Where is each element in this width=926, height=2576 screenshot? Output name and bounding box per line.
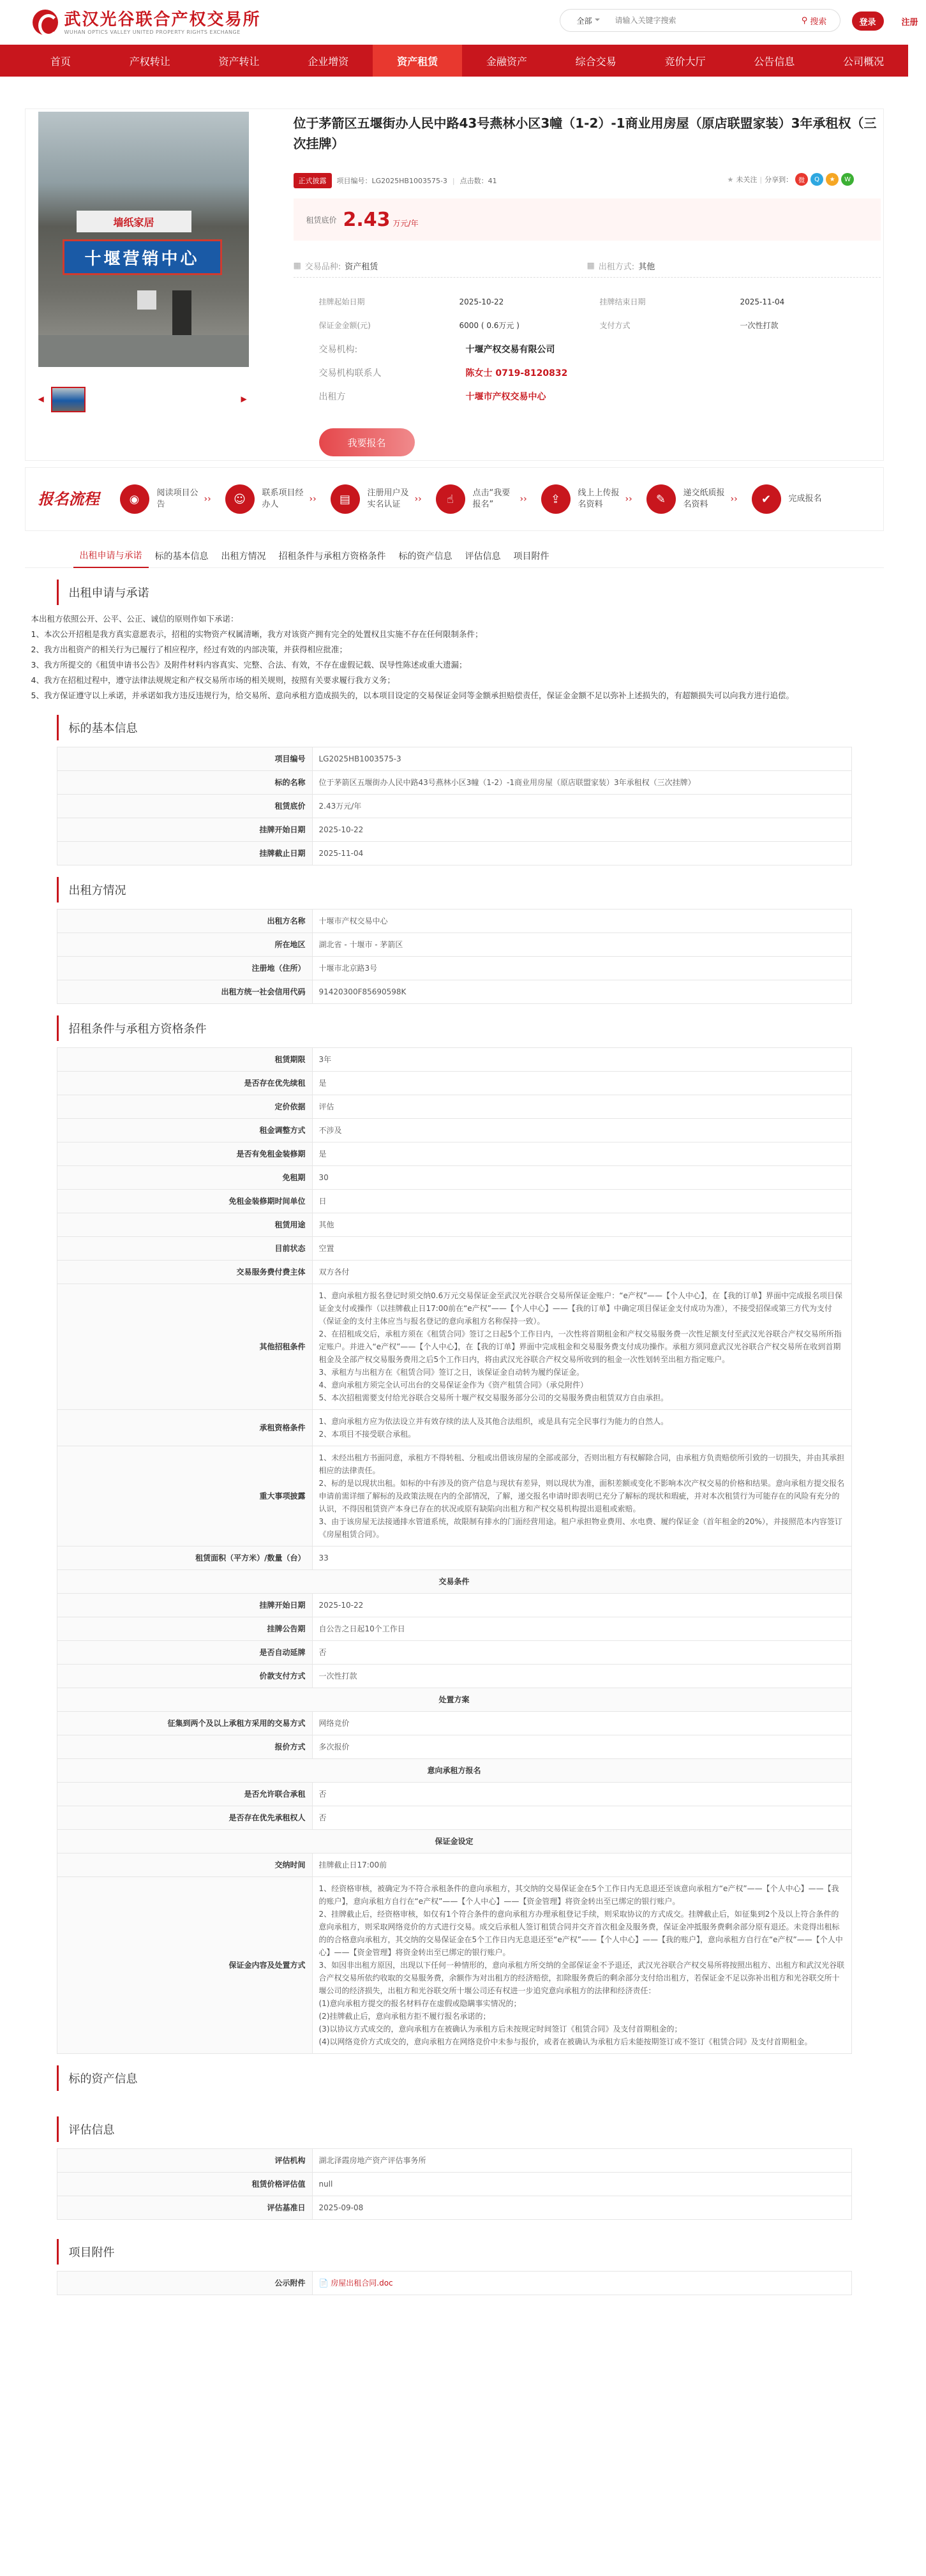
grid-icon: ▦ xyxy=(293,261,301,271)
project-title: 位于茅箭区五堰街办人民中路43号燕林小区3幢（1-2）-1商业用房屋（原店联盟家装）3年承租权（三次挂牌） xyxy=(293,116,877,151)
row-value: 2025-10-22 xyxy=(312,1594,851,1617)
header xyxy=(25,0,918,45)
row-value: 十堰市产权交易中心 xyxy=(312,910,851,933)
table-row xyxy=(57,933,851,957)
info-label: 交易机构联系人 xyxy=(318,368,382,378)
table-subheader xyxy=(57,1759,851,1783)
row-value: 日 xyxy=(312,1190,851,1213)
photo-window xyxy=(137,290,156,310)
table-row xyxy=(57,1641,851,1665)
project-code: 项目编号：LG2025HB1003575-3 xyxy=(336,177,447,185)
row-label: 免租金装修期时间单位 xyxy=(57,1190,312,1213)
views-count: 点击数：41 xyxy=(459,177,497,185)
search-button[interactable] xyxy=(789,11,840,30)
row-value: 挂牌截止日17:00前 xyxy=(312,1853,851,1877)
row-value: 33 xyxy=(312,1546,851,1570)
wechat-icon[interactable]: W xyxy=(841,173,854,186)
price-value: 2.43 xyxy=(343,208,391,231)
row-label: 公示附件 xyxy=(57,2272,312,2295)
row-paragraph: 5、本次招租需要支付给光谷联合交易所十堰产权交易服务部分公司的交易服务费由租赁双方自由承担。 xyxy=(318,1393,669,1402)
table-subheader xyxy=(57,1570,851,1594)
section-asset-info xyxy=(25,2065,884,2091)
row-paragraph: 3、如因非出租方原因，出现以下任何一种情形的，意向承租方所交纳的全部保证金不予退还，武汉光谷联合产权交易所将按照出租方、出租方和武汉光谷联合产权交易所依约收取的交易服务费，余额作为对出租方的经济赔偿，扣除服务费后的剩余部分支付给出租方，若保证金不足以弥补出租方和光谷联交所十堰公司的经济损失，出租方和光谷联交所十堰公司还有权进一步追究意向承租方的法律和经济责任： xyxy=(318,1961,845,1995)
notice-line: 1、本次公开招租是我方真实意愿表示，招租的实物资产权属清晰，我方对该资产拥有完全的处置权且实施不存在任何限制条件； xyxy=(31,629,483,639)
table-row xyxy=(57,1190,851,1213)
row-value: 其他 xyxy=(312,1213,851,1237)
row-label: 定价依据 xyxy=(57,1095,312,1119)
flow-step-label: 线上上传报名资料 xyxy=(578,488,620,509)
table-row xyxy=(57,1237,851,1261)
nav-item[interactable]: 资产转让 xyxy=(218,55,260,68)
section-title: 标的基本信息 xyxy=(57,715,884,740)
photo-door xyxy=(172,290,191,335)
table-row xyxy=(57,1213,851,1237)
row-value: 评估 xyxy=(312,1095,851,1119)
table-row xyxy=(57,1546,851,1570)
logo[interactable] xyxy=(33,10,261,35)
flow-step xyxy=(436,484,541,514)
star-icon[interactable]: ★ xyxy=(727,175,734,184)
thumbnail[interactable] xyxy=(51,387,86,412)
flow-step-label: 完成报名 xyxy=(788,494,822,504)
thumb-next-icon[interactable]: ▶ xyxy=(241,394,247,403)
table-row xyxy=(57,2149,851,2173)
row-label: 重大事项披露 xyxy=(57,1446,312,1546)
search-box xyxy=(560,9,840,32)
qq-icon[interactable]: Q xyxy=(810,173,823,186)
row-label: 交易服务费付费主体 xyxy=(57,1261,312,1284)
row-label: 挂牌开始日期 xyxy=(57,1594,312,1617)
section-conditions xyxy=(25,1015,884,2054)
row-label: 其他招租条件 xyxy=(57,1284,312,1410)
row-label: 评估基准日 xyxy=(57,2196,312,2220)
row-value: 否 xyxy=(312,1806,851,1830)
nav-item[interactable]: 公告信息 xyxy=(754,55,795,68)
section-title: 招租条件与承租方资格条件 xyxy=(57,1015,884,1041)
row-value: 2.43万元/年 xyxy=(312,795,851,818)
row-paragraph: 4、意向承租方须完全认可出台的交易保证金作为《资产租赁合同》（承兑附件） xyxy=(318,1381,588,1389)
nav-item[interactable]: 公司概况 xyxy=(843,55,885,68)
row-value: 是 xyxy=(312,1072,851,1095)
row-label: 租赁期限 xyxy=(57,1048,312,1072)
section-tabs xyxy=(25,544,884,568)
upload-icon: ⇪ xyxy=(541,484,571,514)
flow-step-label: 点击“我要报名” xyxy=(472,488,511,509)
tab-basic-info[interactable]: 标的基本信息 xyxy=(154,551,209,562)
subheader-label: 交易条件 xyxy=(57,1570,851,1594)
project-meta: 正式披露 项目编号：LG2025HB1003575-3 | 点击数：41 xyxy=(294,173,497,188)
price-box xyxy=(294,198,881,241)
type-value: 资产租赁 xyxy=(345,262,378,272)
section-evaluation xyxy=(25,2116,884,2220)
attachment-link[interactable]: 房屋出租合同.doc xyxy=(331,2279,393,2288)
table-row xyxy=(57,771,851,795)
user-icon: ☺ xyxy=(225,484,255,514)
row-label: 目前状态 xyxy=(57,1237,312,1261)
section-title: 标的资产信息 xyxy=(57,2065,884,2091)
pointer-icon: ☝ xyxy=(436,484,465,514)
table-row xyxy=(57,1853,851,1877)
row-label: 承租资格条件 xyxy=(57,1410,312,1446)
info-value: 2025-10-22 xyxy=(459,297,504,306)
row-value: 否 xyxy=(312,1641,851,1665)
table-row xyxy=(57,957,851,980)
row-value: 湖北泽霞房地产资产评估事务所 xyxy=(312,2149,851,2173)
notice-line: 2、我方出租资产的相关行为已履行了相应程序，经过有效的内部决策，并获得相应批准； xyxy=(31,645,347,654)
search-input[interactable] xyxy=(602,11,789,30)
apply-button[interactable]: 我要报名 xyxy=(319,428,415,456)
qzone-icon[interactable]: ★ xyxy=(826,173,839,186)
table-row xyxy=(57,2173,851,2196)
table-row xyxy=(57,1095,851,1119)
flow-step xyxy=(752,484,857,514)
section-title: 出租方情况 xyxy=(57,877,884,902)
follow-link[interactable]: 未关注 xyxy=(736,176,758,184)
row-value: 30 xyxy=(312,1166,851,1190)
table-row xyxy=(57,1048,851,1072)
photo-road xyxy=(38,335,249,367)
row-value: 双方各付 xyxy=(312,1261,851,1284)
row-value: 位于茅箭区五堰街办人民中路43号燕林小区3幢（1-2）-1商业用房屋（原店联盟家装）3年承租权（三次挂牌） xyxy=(312,771,851,795)
logo-subtitle: WUHAN OPTICS VALLEY UNITED PROPERTY RIGHTS EXCHANGE xyxy=(64,29,241,35)
table-row xyxy=(57,910,851,933)
flow-step xyxy=(120,484,225,514)
row-label: 租赁底价 xyxy=(57,795,312,818)
lease-icon: ▦ xyxy=(586,261,595,271)
table-subheader xyxy=(57,1830,851,1853)
flow-step-label: 阅读项目公告 xyxy=(156,488,198,509)
row-paragraph: 1、意向承租方报名登记时须交纳0.6万元交易保证金至武汉光谷联合交易所保证金账户：“e产权”——【个人中心】，在【我的订单】界面中完成报名项目保证金支付或操作（以挂牌截止日17:00前在“e产权”——【个人中心】——【我的订单】中确定项目保证金支付成功为准），不接受招保或第三方代为支付（保证金的支付主体应当与报名登记的意向承租方名称保持一致）。 xyxy=(318,1291,843,1326)
table-row xyxy=(57,1665,851,1688)
weibo-icon[interactable]: 微 xyxy=(795,173,808,186)
logo-title: 武汉光谷联合产权交易所 xyxy=(64,10,261,29)
info-label: 出租方 xyxy=(318,391,346,402)
nav-item[interactable]: 企业增资 xyxy=(308,55,349,68)
table-subheader xyxy=(57,1688,851,1712)
check-icon: ✔ xyxy=(752,484,781,514)
table-row xyxy=(57,1119,851,1142)
table-row xyxy=(57,1142,851,1166)
row-paragraph: 1、意向承租方应为依法设立并有效存续的法人及其他合法组织，或是具有完全民事行为能力的自然人。 xyxy=(318,1417,669,1426)
row-label: 免租期 xyxy=(57,1166,312,1190)
section-title: 出租申请与承诺 xyxy=(57,580,884,605)
lessor-table xyxy=(57,909,852,1004)
subheader-label: 处置方案 xyxy=(57,1688,851,1712)
way-value: 其他 xyxy=(638,262,655,272)
flow-step xyxy=(646,484,752,514)
tab-conditions[interactable]: 招租条件与承租方资格条件 xyxy=(278,551,386,562)
table-row xyxy=(57,1712,851,1735)
register-button[interactable]: 注册 xyxy=(901,17,918,27)
row-paragraph: 2、本项目不接受联合承租。 xyxy=(318,1430,416,1439)
notice-line: 3、我方所提交的《租赁申请书公告》及附件材料内容真实、完整、合法、有效，不存在虚假记载、误导性陈述或重大遗漏； xyxy=(31,660,467,670)
info-label: 保证金金额(元) xyxy=(318,321,371,330)
lessor-name[interactable]: 十堰市产权交易中心 xyxy=(465,391,546,402)
nav-item[interactable]: 综合交易 xyxy=(575,55,616,68)
row-label: 保证金内容及处置方式 xyxy=(57,1877,312,2054)
row-value: 2025-09-08 xyxy=(312,2196,851,2220)
flow-step xyxy=(225,484,331,514)
row-label: 注册地（住所） xyxy=(57,957,312,980)
document-icon: ✎ xyxy=(646,484,676,514)
section-title: 评估信息 xyxy=(57,2116,884,2142)
conditions-table xyxy=(57,1047,852,2054)
photo-sign-top: 墙纸家居 xyxy=(77,211,191,232)
logo-icon xyxy=(33,10,58,35)
info-value: 6000 ( 0.6万元 ) xyxy=(459,321,519,330)
row-paragraph: 2、挂牌截止后，经资格审核，如仅有1个符合条件的意向承租方办理承租登记手续，则采取协议的方式成交。挂牌截止后，如征集到2个及以上符合条件的意向承租方，则采取网络竞价的方式进行交易。成交后承租人签订租赁合同并交齐首次租金及服务费，保证金冲抵服务费剩余部分原有退还。未竞得出租标的的合格意向承租方，其交纳的交易保证金在5个工作日内无息退还至“e产权”——【个人中心】——【我的账户】，意向承租方自行在“e产权”——【个人中心】——【资金管理】将资金转出至已绑定的银行账户。 xyxy=(318,1910,843,1957)
table-row xyxy=(57,795,851,818)
row-label: 所在地区 xyxy=(57,933,312,957)
table-row xyxy=(57,1594,851,1617)
row-label: 标的名称 xyxy=(57,771,312,795)
search-icon: ⚲ xyxy=(801,15,808,26)
arrow-icon: ›› xyxy=(730,494,738,504)
table-row xyxy=(57,1735,851,1759)
row-label: 挂牌截止日期 xyxy=(57,842,312,865)
row-value: 不涉及 xyxy=(312,1119,851,1142)
price-unit: 万元/年 xyxy=(392,218,419,228)
thumbnail-strip xyxy=(38,387,249,412)
login-button[interactable]: 登录 xyxy=(852,11,884,31)
row-value: LG2025HB1003575-3 xyxy=(312,747,851,771)
share-label: 分享到： xyxy=(765,176,793,184)
row-label: 租赁价格评估值 xyxy=(57,2173,312,2196)
row-label: 租金调整方式 xyxy=(57,1119,312,1142)
row-paragraph: 2、在招租成交后，承租方须在《租赁合同》签订之日起5个工作日内，一次性将首期租金和产权交易服务费一次性足额支付至武汉光谷联合产权交易所所指定账户。并进入“e产权”——【个人中心】，在【我的订单】界面中完成租金和交易服务费支付成功操作。承租方须同意武汉光谷联合产权交易所在收到首期租金及全部产权交易服务费用之后5个工作日内，将由武汉光谷联合产权交易所收到的租金一次性划转至出租方指定账户。 xyxy=(318,1329,842,1364)
notice-line: 5、我方保证遵守以上承诺，并承诺如我方违反违规行为，给交易所、意向承租方造成损失的，以本项目设定的交易保证金同等金额承担赔偿责任，保证金金额不足以弥补上述损失的，有超额损失可以向我方进行追偿。 xyxy=(31,691,794,700)
row-label: 租赁面积（平方米）/数量（台） xyxy=(57,1546,312,1570)
nav-item[interactable]: 金融资产 xyxy=(486,55,527,68)
tab-evaluation[interactable]: 评估信息 xyxy=(465,551,501,562)
row-value: 网络竞价 xyxy=(312,1712,851,1735)
thumb-prev-icon[interactable]: ◀ xyxy=(38,394,44,403)
row-value: 空置 xyxy=(312,1237,851,1261)
row-paragraph: 2、标的是以现状出租。如标的中有涉及的资产信息与现状有差异，则以现状为准，面积差额或变化不影响本次产权交易的价格和结果。意向承租方提交报名申请前需详细了解标的及政策法规在内的全部情况，了解，递交报名申请时即表明已充分了解标的现状和瑕疵，并对本次租赁行为可能存在的风险有充分的认识，不得因租赁资产本身已存在的状况或原有缺陷向出租方和产权交易机构提出退租或索赔。 xyxy=(318,1479,845,1513)
row-value: 91420300F85690598K xyxy=(312,980,851,1004)
arrow-icon: ›› xyxy=(309,494,317,504)
id-card-icon: ▤ xyxy=(331,484,360,514)
flow-step xyxy=(541,484,646,514)
row-label: 是否自动延牌 xyxy=(57,1641,312,1665)
nav-item[interactable]: 首页 xyxy=(50,55,71,68)
flow-title: 报名流程 xyxy=(38,490,100,508)
info-value: 一次性打款 xyxy=(740,321,779,330)
row-value: 一次性打款 xyxy=(312,1665,851,1688)
search-category-select[interactable]: 全部 xyxy=(560,15,602,26)
table-row xyxy=(57,1261,851,1284)
main-nav xyxy=(0,45,908,77)
row-value: 是 xyxy=(312,1142,851,1166)
row-label: 租赁用途 xyxy=(57,1213,312,1237)
arrow-icon: ›› xyxy=(519,494,527,504)
eye-icon: ◉ xyxy=(120,484,149,514)
row-value: 自公告之日起10个工作日 xyxy=(312,1617,851,1641)
section-basic-info xyxy=(25,715,884,865)
table-row xyxy=(57,1617,851,1641)
row-value: 十堰市北京路3号 xyxy=(312,957,851,980)
attachments-table xyxy=(57,2271,852,2295)
tab-attachments[interactable]: 项目附件 xyxy=(513,551,549,562)
nav-item-active[interactable]: 资产租赁 xyxy=(373,45,462,77)
row-label: 征集到两个及以上承租方采用的交易方式 xyxy=(57,1712,312,1735)
flow-step-label: 注册用户及实名认证 xyxy=(367,488,409,509)
contact-phone[interactable]: 陈女士 0719-8120832 xyxy=(465,368,568,378)
notice-line: 4、我方在招租过程中，遵守法律法规规定和产权交易所市场的相关规则，按照有关要求履行我方义务； xyxy=(31,675,395,685)
project-detail xyxy=(25,109,884,461)
row-paragraph: 1、未经出租方书面同意，承租方不得转租、分租或出借该房屋的全部或部分，否则出租方有权解除合同，由承租方负责赔偿所引致的一切损失，并由其承担相应的法律责任。 xyxy=(318,1453,845,1475)
table-row xyxy=(57,2272,851,2295)
table-row xyxy=(57,747,851,771)
key-info-grid xyxy=(319,290,881,408)
row-paragraph: 3、承租方与出租方在《租赁合同》签订之日，该保证金自动转为履约保证金。 xyxy=(318,1368,585,1377)
subheader-label: 保证金设定 xyxy=(57,1830,851,1853)
info-label: 交易机构: xyxy=(318,344,358,355)
exchange-name: 十堰产权交易有限公司 xyxy=(465,344,555,355)
row-value: 湖北省 - 十堰市 - 茅箭区 xyxy=(312,933,851,957)
table-row xyxy=(57,842,851,865)
flow-step-label: 递交纸质报名资料 xyxy=(683,488,725,509)
row-label: 是否允许联合承租 xyxy=(57,1783,312,1806)
table-row xyxy=(57,1166,851,1190)
basic-info-table xyxy=(57,747,852,865)
row-paragraph: 3、由于该房屋无法接通排水管道系统，故限制有排水的门面经营用途。租户承担物业费用、水电费、履约保证金（首年租金的20%），并接照范本内容签订《房屋租赁合同》。 xyxy=(318,1517,842,1539)
table-row xyxy=(57,818,851,842)
flow-step-label: 联系项目经办人 xyxy=(262,488,304,509)
table-row xyxy=(57,1072,851,1095)
share-bar: ★ 未关注 | 分享到： 微 Q ★ W xyxy=(728,173,855,186)
search-button-label: 搜索 xyxy=(810,17,827,27)
status-badge: 正式披露 xyxy=(294,173,332,188)
row-label: 项目编号 xyxy=(57,747,312,771)
row-label: 挂牌开始日期 xyxy=(57,818,312,842)
file-icon: 📄 xyxy=(318,2279,329,2288)
trade-type-line xyxy=(294,255,881,278)
row-value: 多次报价 xyxy=(312,1735,851,1759)
info-value: 2025-11-04 xyxy=(740,297,785,306)
row-paragraph: (4)以网络竞价方式成交的，意向承租方在网络竞价中未参与报价，或者在被确认为承租方后未能按期签订或不签订《租赁合同》及支付首期租金。 xyxy=(318,2037,812,2046)
subheader-label: 意向承租方报名 xyxy=(57,1759,851,1783)
tab-asset-info[interactable]: 标的资产信息 xyxy=(398,551,452,562)
table-row xyxy=(57,2196,851,2220)
row-label: 是否存在优先承租权人 xyxy=(57,1806,312,1830)
table-row xyxy=(57,980,851,1004)
nav-item[interactable]: 竞价大厅 xyxy=(664,55,706,68)
table-row xyxy=(57,1877,851,2054)
section-attachments xyxy=(25,2239,884,2295)
project-photo[interactable] xyxy=(38,112,249,367)
nav-item[interactable]: 产权转让 xyxy=(129,55,170,68)
section-title: 项目附件 xyxy=(57,2239,884,2265)
evaluation-table xyxy=(57,2148,852,2220)
row-value: 否 xyxy=(312,1783,851,1806)
way-label: 出租方式: xyxy=(598,262,635,272)
row-paragraph: (2)挂牌截止后，意向承租方拒不履行报名承诺的； xyxy=(318,2012,491,2021)
registration-flow xyxy=(25,467,884,531)
info-label: 挂牌结束日期 xyxy=(599,297,646,306)
row-label: 评估机构 xyxy=(57,2149,312,2173)
info-label: 支付方式 xyxy=(599,321,631,330)
arrow-icon: ›› xyxy=(414,494,422,504)
row-label: 是否存在优先续租 xyxy=(57,1072,312,1095)
arrow-icon: ›› xyxy=(204,494,211,504)
info-label: 挂牌起始日期 xyxy=(318,297,365,306)
row-value: 3年 xyxy=(312,1048,851,1072)
row-paragraph: (1)意向承租方提交的报名材料存在虚假或隐瞒事实情况的； xyxy=(318,1999,521,2008)
row-label: 报价方式 xyxy=(57,1735,312,1759)
row-label: 是否有免租金装修期 xyxy=(57,1142,312,1166)
flow-step xyxy=(331,484,436,514)
row-paragraph: 1、经资格审核，被确定为不符合承租条件的意向承租方，其交纳的交易保证金在5个工作日内无息退还至该意向承租方“e产权”——【个人中心】——【我的账户】，意向承租方自行在“e产权”——【个人中心】——【资金管理】将资金转出至已绑定的银行账户。 xyxy=(318,1884,839,1906)
page xyxy=(25,0,918,45)
table-row xyxy=(57,1410,851,1446)
row-value: 2025-10-22 xyxy=(312,818,851,842)
tab-lessor[interactable]: 出租方情况 xyxy=(221,551,266,562)
table-row xyxy=(57,1446,851,1546)
row-label: 挂牌公告期 xyxy=(57,1617,312,1641)
photo-sign: 十堰营销中心 xyxy=(63,239,222,275)
section-lessor xyxy=(25,877,884,1004)
table-row xyxy=(57,1783,851,1806)
row-value: null xyxy=(312,2173,851,2196)
row-label: 出租方名称 xyxy=(57,910,312,933)
tab-application[interactable]: 出租申请与承诺 xyxy=(73,544,149,568)
row-label: 出租方统一社会信用代码 xyxy=(57,980,312,1004)
row-label: 交纳时间 xyxy=(57,1853,312,1877)
row-value: 2025-11-04 xyxy=(312,842,851,865)
type-label: 交易品种: xyxy=(304,262,341,272)
row-label: 价款支付方式 xyxy=(57,1665,312,1688)
price-label: 租赁底价 xyxy=(306,215,337,225)
table-row xyxy=(57,1284,851,1410)
row-paragraph: (3)以协议方式成交的，意向承租方在被确认为承租方后未按规定时间签订《租赁合同》及支付首期租金的； xyxy=(318,2025,682,2033)
notice-line: 本出租方依照公开、公平、公正、诚信的原则作如下承诺： xyxy=(31,614,239,624)
table-row xyxy=(57,1806,851,1830)
arrow-icon: ›› xyxy=(625,494,632,504)
section-application xyxy=(25,580,884,703)
